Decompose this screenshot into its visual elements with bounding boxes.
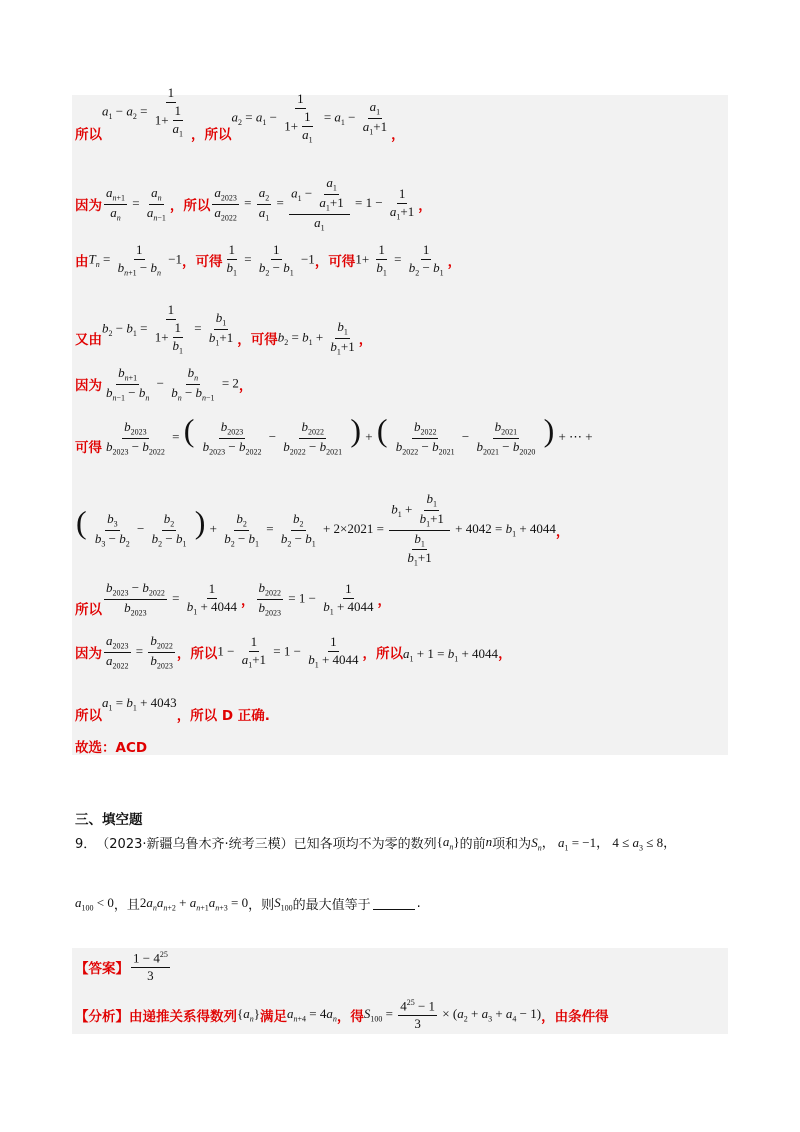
text-suoyi: 所以 [75,602,102,618]
formula: $S_{100}$ = $\frac{4^{25} - 1}{3}$ × $(a_2 + a_3 + a_4 - 1)$ [363,998,542,1032]
question-text: . [416,896,421,911]
text-suoyi: 所以 [75,708,102,724]
formula: $\{a_n\}$ [237,1006,260,1024]
question-number: 9． [75,836,97,852]
text-comma: ， [377,593,392,609]
text-comma: ， [418,198,432,215]
analysis-text: ，由条件得 [541,1009,609,1026]
text-comma: ， [176,646,191,663]
formula: $b_2 = b_1$ + $\frac{b_1}{b_1+1}$ [277,319,355,357]
text-yinwei: 因为 [75,198,102,215]
answer-blank[interactable] [373,897,415,910]
formula: $\frac{b_{2022}}{b_{2023}}$ = 1 − $\frac{1}{b_1 + 4044}$ [258,579,374,618]
formula: $\frac{a_{2023}}{a_{2022}}$ = $\frac{b_{2022}}{b_{2023}}$ [106,633,173,671]
text-kede: 可得 [195,254,223,271]
text-suoyi: 所以 [183,198,211,215]
analysis-line [75,998,609,1032]
solution-line-7 [75,492,569,568]
section-heading: 三、填空题 [75,812,143,828]
formula: $\frac{a_{n+1}}{a_n}$ = $\frac{a_n}{a_{n-1}}$ [106,184,166,223]
text-suoyi: 所以 [75,127,102,144]
formula: $\frac{a_{2023}}{a_{2022}}$ = $\frac{a_2}{a_1}$ = $a_1$ − $\frac{a_1}{a_1+1}$ $a_1$ = 1 − $\frac{1}{a_1+1}$ [214,175,415,233]
formula: $a_{100} < 0$ [75,894,114,913]
text-kede: 可得 [250,332,278,349]
text-comma: ， [169,198,184,215]
formula: $S_n$， $a_1 = -1$， $4 \le a_3 \le 8$， [531,835,677,853]
formula: $\frac{b_{n+1}}{b_{n-1} - b_n}$ − $\frac{b_n}{b_n - b_{n-1}}$ = 2 [106,365,239,403]
text-comma: ， [498,646,512,663]
formula: $a_1 = b_1 + 4043$ [102,695,177,713]
text-comma: ， [447,254,462,271]
text-suoyi: 所以 [376,646,404,663]
formula: $\{a_n\}$ [436,833,460,852]
solution-line-2 [75,176,432,232]
question-line-1 [75,832,676,853]
question-text: 项和为 [492,836,532,852]
analysis-label: 【分析】 [75,1009,129,1026]
text-you: 由 [75,254,89,271]
formula: $a_1 - a_2$ = 1 1+ $\frac{1}{a_1}$ [102,85,184,139]
analysis-text: 由递推关系得数列 [129,1009,237,1026]
formula: $a_2 = a_1$ − 1 1+ $\frac{1}{a_1}$ = $a_1$ − $\frac{a_1}{a_1+1}$ [231,91,388,145]
text-yinwei: 因为 [75,646,102,663]
text-comma: ， [314,254,329,271]
formula: $a_{n+4} = 4a_n$ [287,1006,337,1024]
text-comma: ， [358,332,373,349]
text-kede: 可得 [75,440,102,457]
solution-line-6 [75,414,593,456]
formula: $T_n$ = $\frac{1}{b_{n+1} - b_n}$ −1 [88,242,183,278]
text-comma: ， [191,127,205,144]
formula: 1 − $\frac{1}{a_1+1}$ = 1 − $\frac{1}{b_1 + 4044}$ [217,633,359,670]
solution-line-10 [75,686,270,724]
text-comma: ， [182,254,196,271]
text-kede: 可得 [328,254,356,271]
question-text: 已知各项均不为零的数列 [293,836,437,852]
text-conclusion: ，所以 D 正确. [176,708,270,724]
question-line-2 [75,894,421,913]
formula: $\frac{1 - 4^{25}}{3}$ [133,950,168,984]
formula: $a_1 + 1 = b_1 + 4044$ [403,646,499,665]
formula: $2a_na_{n+2} + a_{n+1}a_{n+3} = 0$ [139,894,249,913]
analysis-text: ，得 [336,1009,364,1026]
formula: ( $\frac{b_3}{b_3 - b_2}$ − $\frac{b_2}{b_2 - b_1}$ ) + $\frac{b_2}{b_2 - b_1}$ = $\frac{b_2}{b_2 - b_1}$ + 2×2021 = $b_1$ + $\frac{b_1}{b_1+1}$ $\frac{b_1}{b_1+1}$ + $4042 = b_1 + 4044$ [76,491,556,568]
text-comma: ， [238,378,253,395]
formula: $S_{100}$ [274,894,293,913]
text-suoyi: 所以 [204,127,232,144]
answer-line [75,950,172,984]
text-comma: ， [555,524,570,541]
formula: 1+ $\frac{1}{b_1}$ = $\frac{1}{b_2 - b_1}$ [355,242,444,278]
formula: $b_2 - b_1$ = 1 1+ $\frac{1}{b_1}$ = $\frac{b_1}{b_1+1}$ [102,301,234,356]
question-text: 的前 [459,836,486,852]
text-comma: ， [241,593,255,609]
text-answer-choice: 故选：ACD [75,740,148,756]
text-suoyi: 所以 [190,646,218,663]
text-comma: ， [391,127,405,144]
question-text: 的最大值等于 [292,898,371,913]
text-comma: ， [237,332,251,349]
text-yinwei: 因为 [75,378,102,395]
solution-line-11 [75,736,147,756]
question-text: ，且 [113,898,140,913]
formula: n [485,834,493,850]
answer-label: 【答案】 [75,961,129,978]
question-text: ，则 [248,898,275,913]
text-comma: ， [362,646,377,663]
text-youyou: 又由 [75,332,102,349]
analysis-text: 满足 [260,1009,287,1026]
solution-line-4 [75,302,372,357]
solution-line-5 [75,366,252,403]
formula: $\frac{b_{2023}}{b_{2023} - b_{2022}}$ = ( $\frac{b_{2023}}{b_{2023} - b_{2022}}$ − $\frac{b_{2022}}{b_{2022} - b_{2021}}$ ) + ( $\frac{b_{2022}}{b_{2022} - b_{2021}}$ − $\frac{b_{2021}}{b_{2021} - b_{2020}}$ ) + ⋯ + [106,412,593,457]
question-source: （2023·新疆乌鲁木齐·统考三模） [96,836,294,852]
solution-line-9 [75,634,512,671]
solution-line-1 [75,85,405,145]
solution-line-3 [75,243,461,278]
solution-line-8 [75,580,391,618]
formula: $\frac{1}{b_1}$ = $\frac{1}{b_2 - b_1}$ −1 [226,242,315,278]
formula: $\frac{b_{2023} - b_{2022}}{b_{2023}}$ = $\frac{1}{b_1 + 4044}$ [106,579,238,618]
